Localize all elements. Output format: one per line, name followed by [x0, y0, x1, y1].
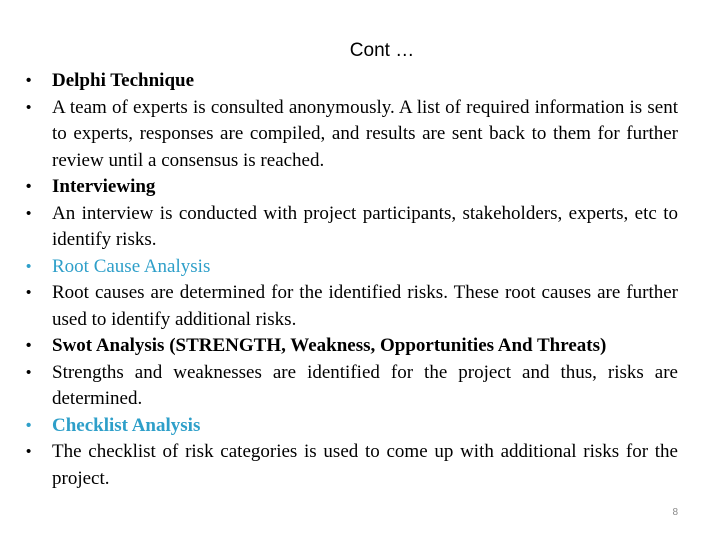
bullet-item-interviewing: [26, 174, 678, 201]
bullet-icon: •: [26, 178, 32, 195]
bullet-text: Strengths and weaknesses are identified for the project and thus, risks are determined.: [52, 361, 678, 409]
page-number: 8: [672, 507, 678, 518]
bullet-icon: •: [26, 363, 32, 381]
bullet-item-root-cause-analysis: [26, 254, 678, 281]
bullet-text: Interviewing: [52, 176, 156, 197]
slide-title: Cont …: [349, 40, 415, 61]
bullet-item-delphi-technique: [26, 68, 678, 95]
bullet-item-delphi-description: [26, 95, 678, 175]
bullet-text: An interview is conducted with project participants, stakeholders, experts, etc to identify risks.: [52, 202, 678, 250]
bullet-icon: •: [26, 98, 32, 116]
bullet-text: Delphi Technique: [52, 70, 195, 91]
bullet-text: Root Cause Analysis: [52, 255, 211, 277]
bullet-text: Checklist Analysis: [52, 414, 201, 436]
bullet-icon: •: [26, 337, 32, 354]
bullet-item-root-cause-description: [26, 280, 678, 333]
bullet-item-checklist-analysis: [26, 413, 678, 440]
bullet-icon: •: [26, 416, 32, 434]
bullet-icon: •: [26, 72, 32, 89]
bullet-item-swot-analysis: [26, 333, 678, 360]
bullet-icon: •: [26, 257, 32, 275]
bullet-text: Root causes are determined for the identified risks. These root causes are further used to identify additional risks.: [52, 282, 678, 330]
bullet-item-checklist-description: [26, 439, 678, 492]
bullet-icon: •: [26, 204, 32, 222]
bullet-list: [26, 68, 678, 492]
bullet-icon: •: [26, 284, 32, 301]
bullet-icon: •: [26, 443, 32, 460]
bullet-item-interviewing-description: [26, 201, 678, 254]
bullet-item-swot-description: [26, 360, 678, 413]
bullet-text: Swot Analysis (STRENGTH, Weakness, Opportunities And Threats): [52, 335, 607, 356]
bullet-text: The checklist of risk categories is used to come up with additional risks for the project.: [52, 441, 678, 489]
bullet-text: A team of experts is consulted anonymously. A list of required information is sent to experts, responses are compiled, and results are sent back to them for further review until a consensus is reached.: [52, 96, 678, 171]
